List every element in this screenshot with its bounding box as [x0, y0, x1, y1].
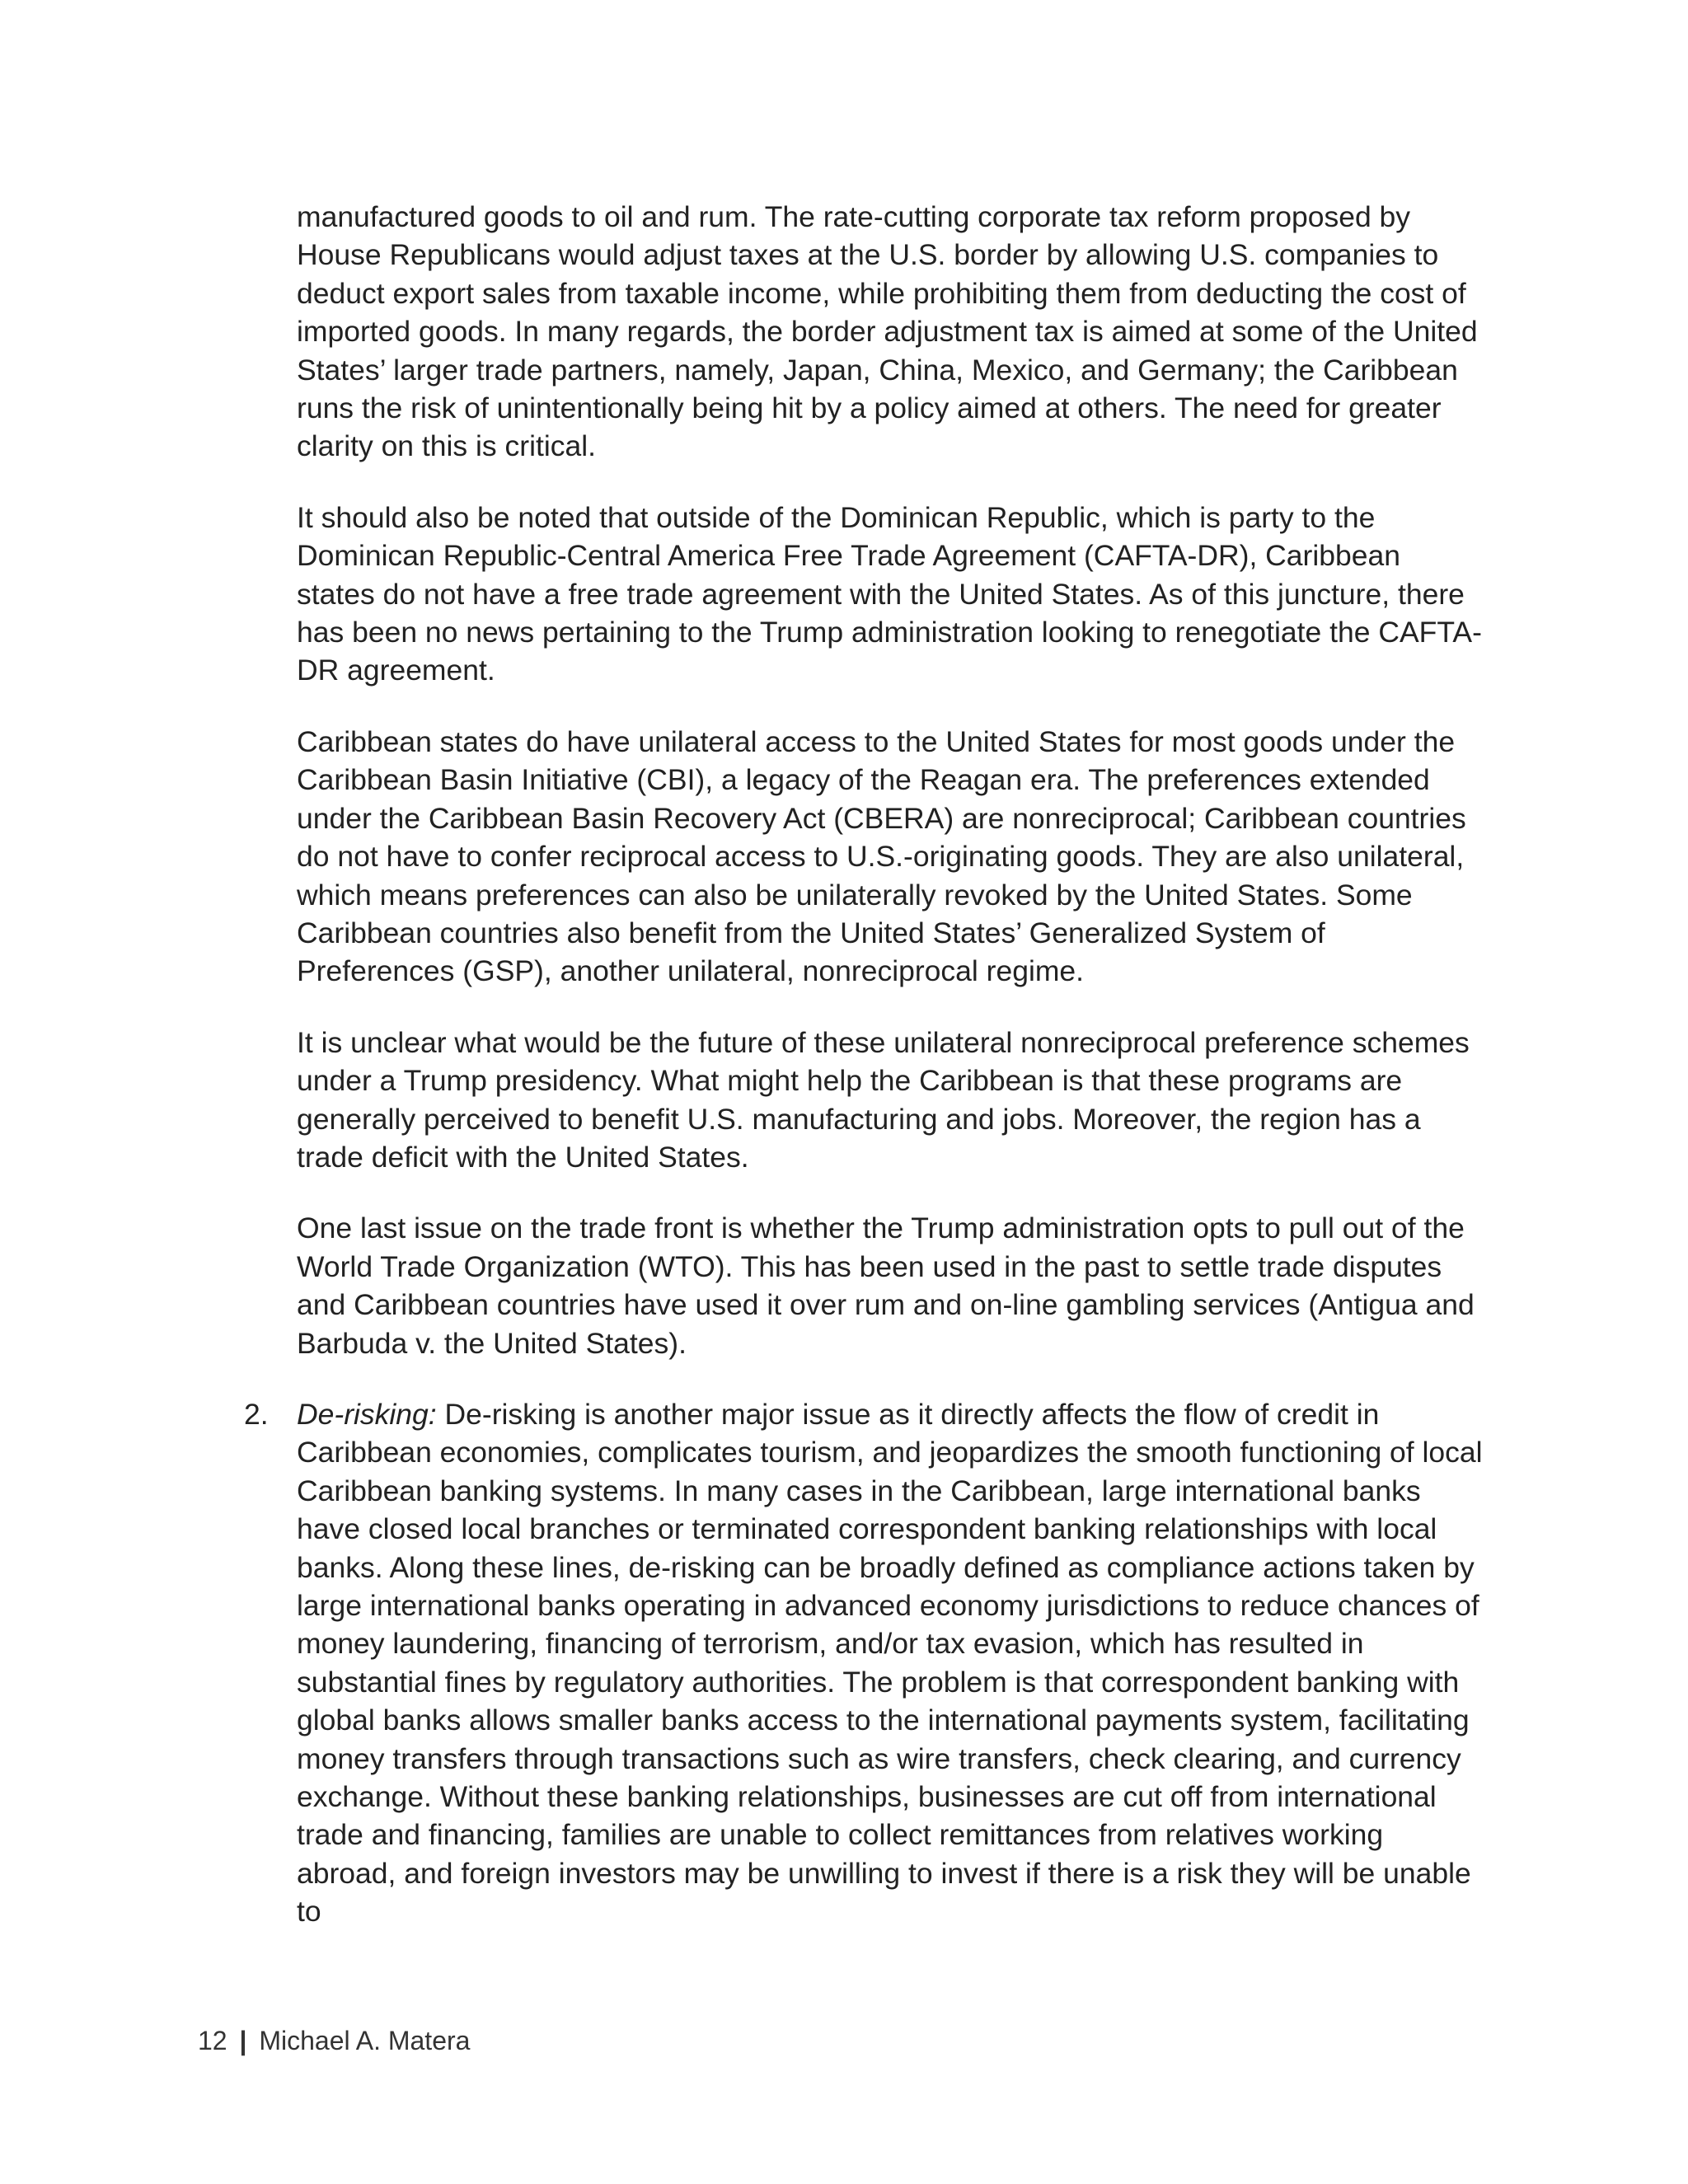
list-item-text: De-risking is another major issue as it directly affects the flow of credit in Caribbean economies, complicates tourism, and jeopardizes the smooth functioning of local Caribbean banking systems. In many cases in the Caribbean, large international banks have closed local branches or terminated correspondent banking relationships with local banks. Along these lines, de-risking can be broadly defined as compliance actions taken by large international banks operating in advanced economy jurisdictions to reduce chances of money laundering, financing of terrorism, and/or tax evasion, which has resulted in substantial fines by regulatory authorities. The problem is that correspondent banking with global banks allows smaller banks access to the international payments system, facilitating money transfers through transactions such as wire transfers, check clearing, and currency exchange. Without these banking relationships, businesses are cut off from international trade and financing, families are unable to collect remittances from relatives working abroad, and foreign investors may be unwilling to invest if there is a risk they will be unable to: [297, 1397, 1483, 1929]
footer-separator: |: [239, 2026, 247, 2055]
list-number: 2.: [244, 1397, 269, 1431]
paragraph-wto: One last issue on the trade front is whether the Trump administration opts to pull out of the World Trade Organization (WTO). This has been used in the past to settle trade disputes and Caribbean countries have used it over rum and on-line gambling services (Antigua and Barbuda v. the United States).: [297, 1212, 1475, 1360]
list-lead-term: De-risking:: [297, 1397, 437, 1431]
list-item-de-risking: [244, 1395, 1484, 1931]
paragraph-cafta-dr: It should also be noted that outside of the Dominican Republic, which is party to the Dominican Republic-Central America Free Trade Agreement (CAFTA-DR), Caribbean states do not have a free trade agreement with the United States. As of this juncture, there has been no news pertaining to the Trump administration looking to renegotiate the CAFTA-DR agreement.: [297, 500, 1482, 687]
paragraph-preference-future: It is unclear what would be the future of these unilateral nonreciprocal preference schemes under a Trump presidency. What might help the Caribbean is that these programs are generally perceived to benefit U.S. manufacturing and jobs. Moreover, the region has a trade deficit with the United States.: [297, 1025, 1470, 1174]
paragraph-cbi-preferences: Caribbean states do have unilateral access to the United States for most goods under the Caribbean Basin Initiative (CBI), a legacy of the Reagan era. The preferences extended under the Caribbean Basin Recovery Act (CBERA) are nonreciprocal; Caribbean countries do not have to confer reciprocal access to U.S.-originating goods. They are also unilateral, which means preferences can also be unilaterally revoked by the United States. Some Caribbean countries also benefit from the United States’ Generalized System of Preferences (GSP), another unilateral, nonreciprocal regime.: [297, 724, 1466, 988]
footer-author: Michael A. Matera: [259, 2026, 471, 2055]
paragraph-trade-tax: manufactured goods to oil and rum. The rate-cutting corporate tax reform proposed by House Republicans would adjust taxes at the U.S. border by allowing U.S. companies to deduct export sales from taxable income, while prohibiting them from deducting the cost of imported goods. In many regards, the border adjustment tax is aimed at some of the United States’ larger trade partners, namely, Japan, China, Mexico, and Germany; the Caribbean runs the risk of unintentionally being hit by a policy aimed at others. The need for greater clarity on this is critical.: [297, 200, 1478, 463]
page-footer: [198, 2024, 470, 2057]
page-number: 12: [198, 2026, 227, 2055]
body-content: [244, 198, 1484, 1931]
